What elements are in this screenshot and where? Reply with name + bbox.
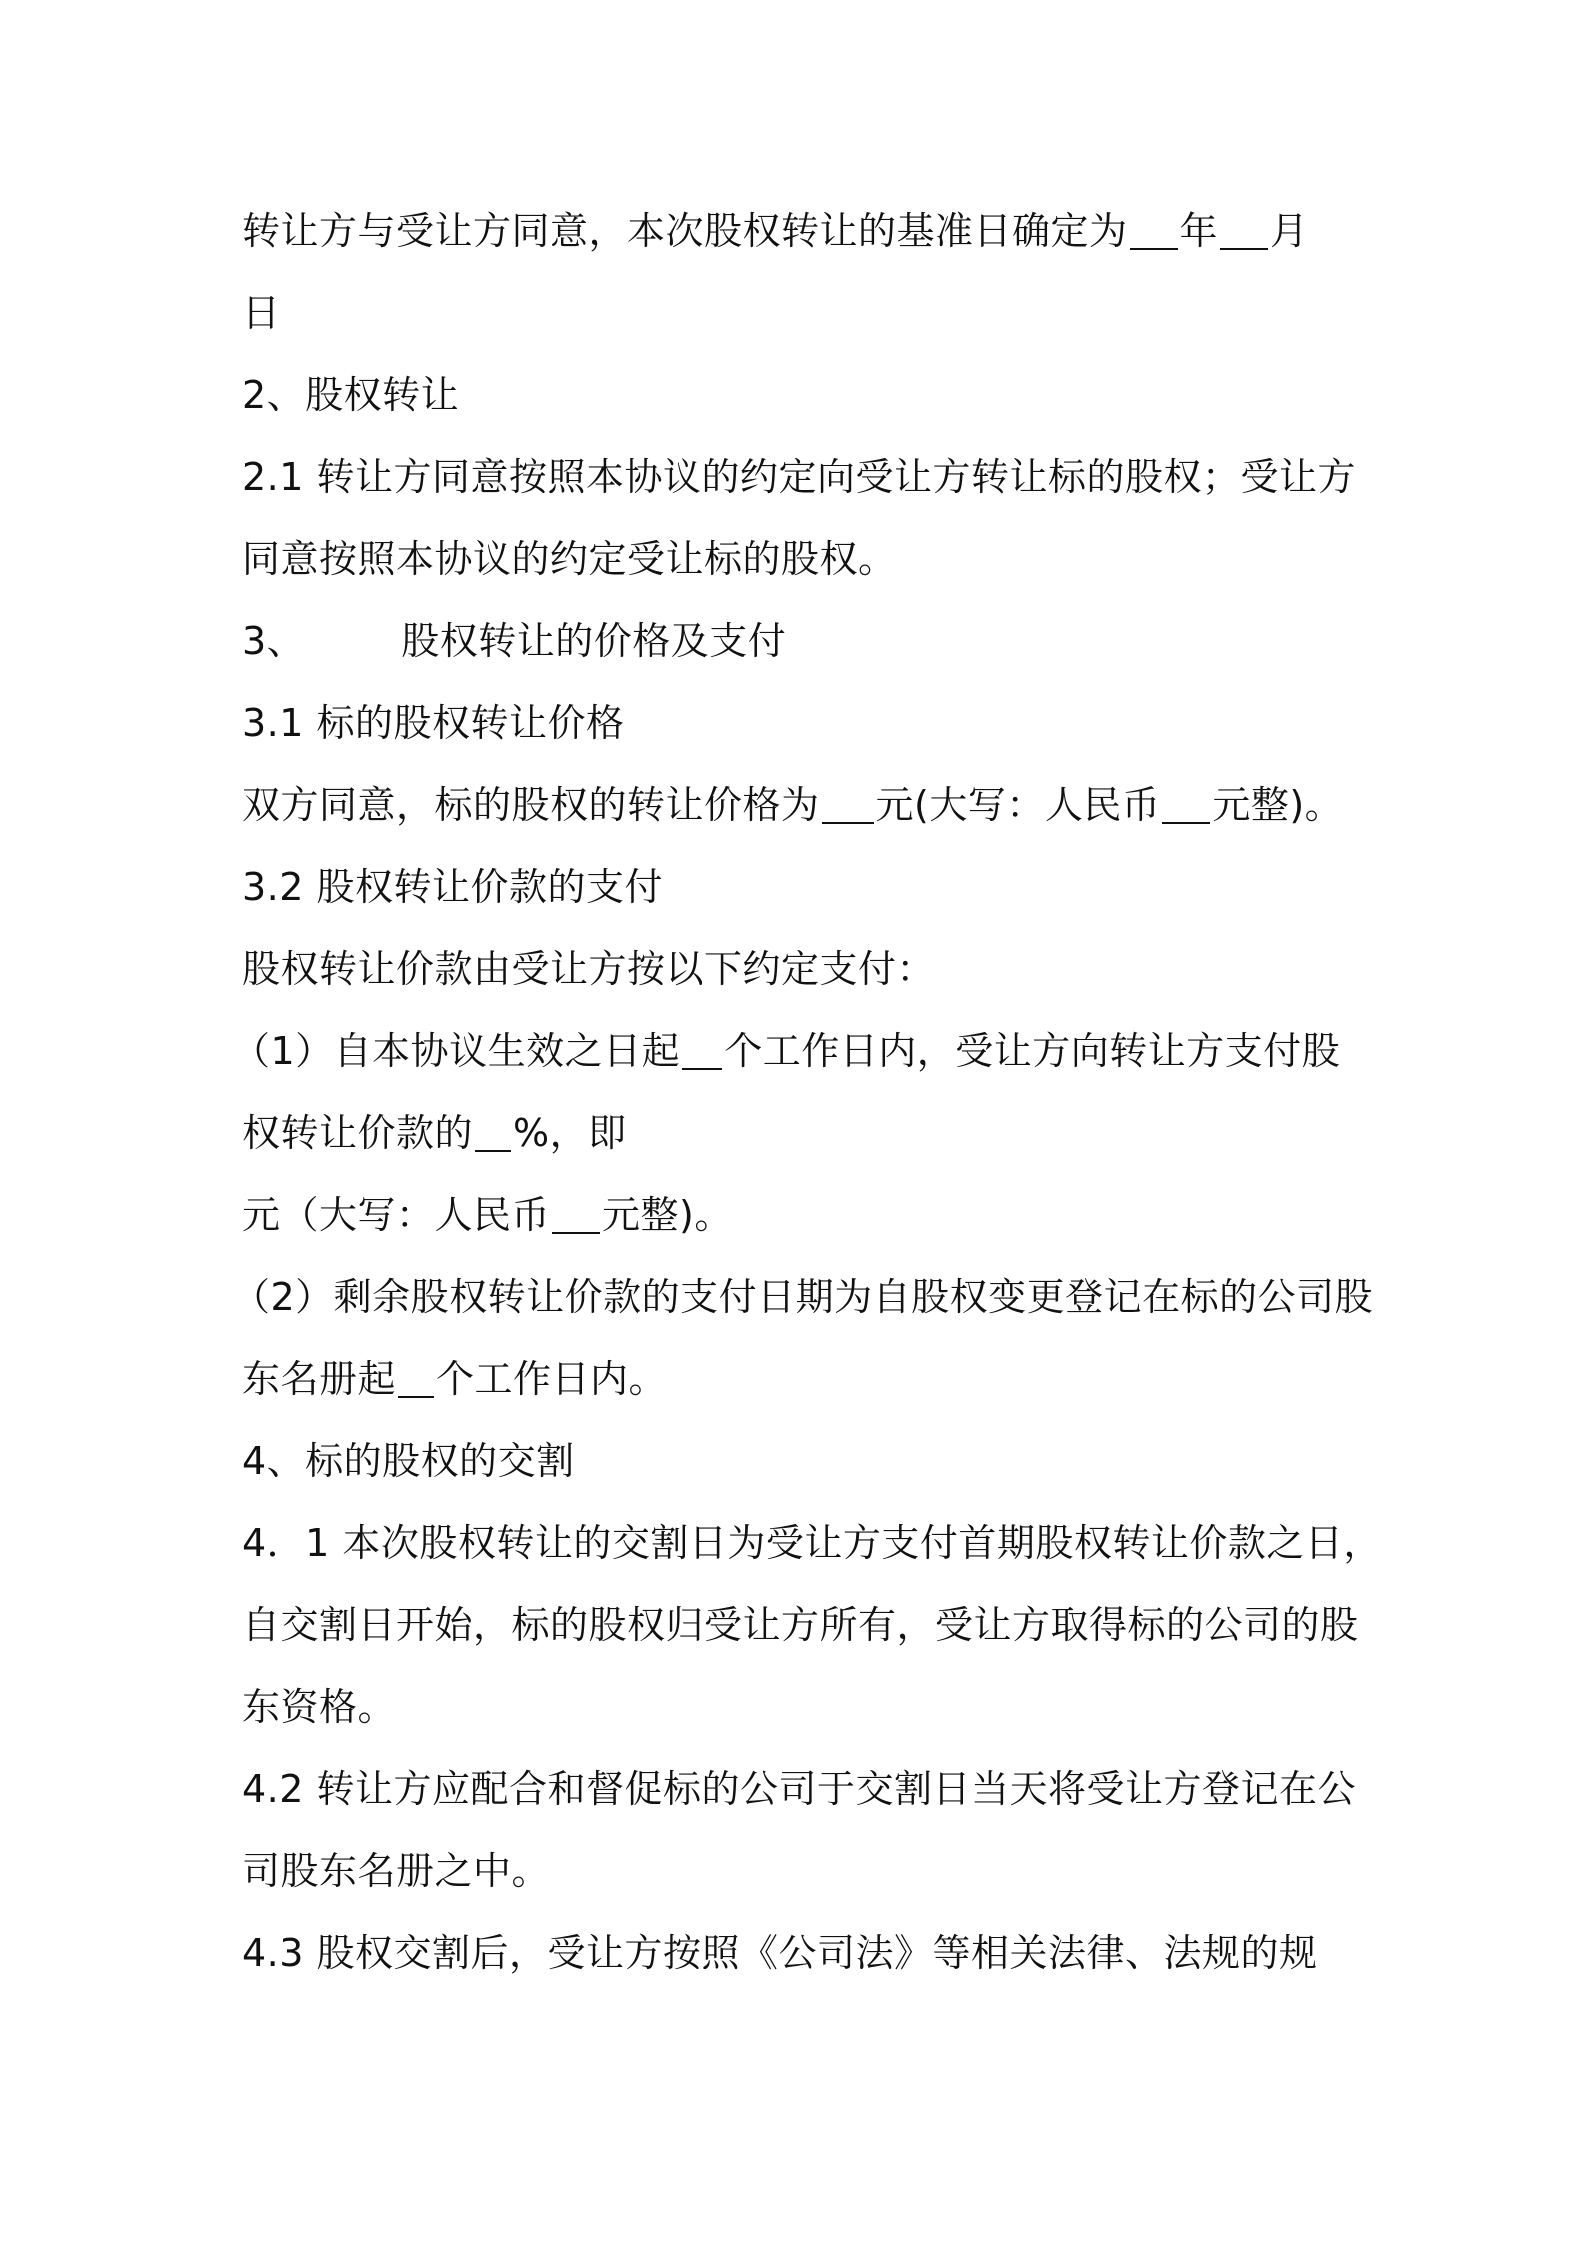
blank-price [822,786,874,824]
text: 4.3 股权交割后，受让方按照《公司法》等相关法律、法规的规 [242,1931,1318,1975]
clause-3-2-item-1-line-3 [242,1190,733,1240]
text: 3、 [242,619,306,663]
blank-month [1220,212,1268,250]
clause-4-1-line-3 [242,1682,396,1732]
text: 3.2 股权转让价款的支付 [242,865,664,909]
text: 元（大写：人民币 [242,1193,551,1237]
text: 东资格。 [242,1685,397,1729]
clause-2-1-line-2 [242,534,897,584]
clause-3-2-item-1-line-2 [242,1108,627,1158]
clause-4-2-line-2 [242,1846,550,1896]
clause-3-2-heading [242,862,663,912]
section-heading-2 [242,370,459,420]
clause-3-1-price [242,780,1343,830]
clause-3-2-item-1-line-1 [232,1026,1340,1076]
text: 元整)。 [602,1193,733,1237]
blank-remaining-workdays [398,1360,434,1398]
clause-2-1-line-1 [242,452,1356,502]
text: %，即 [513,1111,627,1155]
text: 双方同意，标的股权的转让价格为 [242,783,820,827]
blank-price-capital [1162,786,1210,824]
blank-workdays [682,1032,722,1070]
text: 2.1 转让方同意按照本协议的约定向受让方转让标的股权；受让方 [242,455,1357,499]
text: （2）剩余股权转让价款的支付日期为自股权变更登记在标的公司股 [232,1275,1374,1319]
blank-percent [475,1114,511,1152]
clause-4-1-line-2 [242,1600,1359,1650]
clause-4-1-line-1 [242,1518,1382,1568]
text: 同意按照本协议的约定受让标的股权。 [242,537,897,581]
text: 4．1 本次股权转让的交割日为受让方支付首期股权转让价款之日， [242,1521,1382,1565]
text: （1）自本协议生效之日起 [232,1029,681,1073]
blank-year [1130,212,1178,250]
text: 股权转让的价格及支付 [401,619,787,663]
text: 司股东名册之中。 [242,1849,551,1893]
clause-3-2-intro [242,944,935,994]
line-base-date [242,206,1309,256]
text: 个工作日内，受让方向转让方支付股 [724,1029,1341,1073]
text: 东名册起 [242,1357,397,1401]
section-heading-4 [242,1436,575,1486]
clause-4-2-line-1 [242,1764,1356,1814]
text: 3.1 标的股权转让价格 [242,701,625,745]
text: 日 [242,291,281,335]
blank-amount-capital [552,1196,600,1234]
text: 4.2 转让方应配合和督促标的公司于交割日当天将受让方登记在公 [242,1767,1357,1811]
line-day [242,288,281,338]
clause-3-2-item-2-line-2 [242,1354,667,1404]
text: 权转让价款的 [242,1111,474,1155]
clause-4-3-line-1 [242,1928,1318,1978]
section-heading-3 [242,616,786,666]
text: 股权转让价款由受让方按以下约定支付： [242,947,936,991]
text: 2、股权转让 [242,373,460,417]
clause-3-1-heading [242,698,625,748]
text: 个工作日内。 [436,1357,668,1401]
text: 自交割日开始，标的股权归受让方所有，受让方取得标的公司的股 [242,1603,1359,1647]
clause-3-2-item-2-line-1 [232,1272,1373,1322]
text: 元(大写：人民币 [875,783,1161,827]
text: 年 [1179,209,1219,253]
text: 4、标的股权的交割 [242,1439,575,1483]
text: 元整)。 [1212,783,1344,827]
text: 转让方与受让方同意，本次股权转让的基准日确定为 [242,209,1128,253]
text: 月 [1270,209,1309,253]
